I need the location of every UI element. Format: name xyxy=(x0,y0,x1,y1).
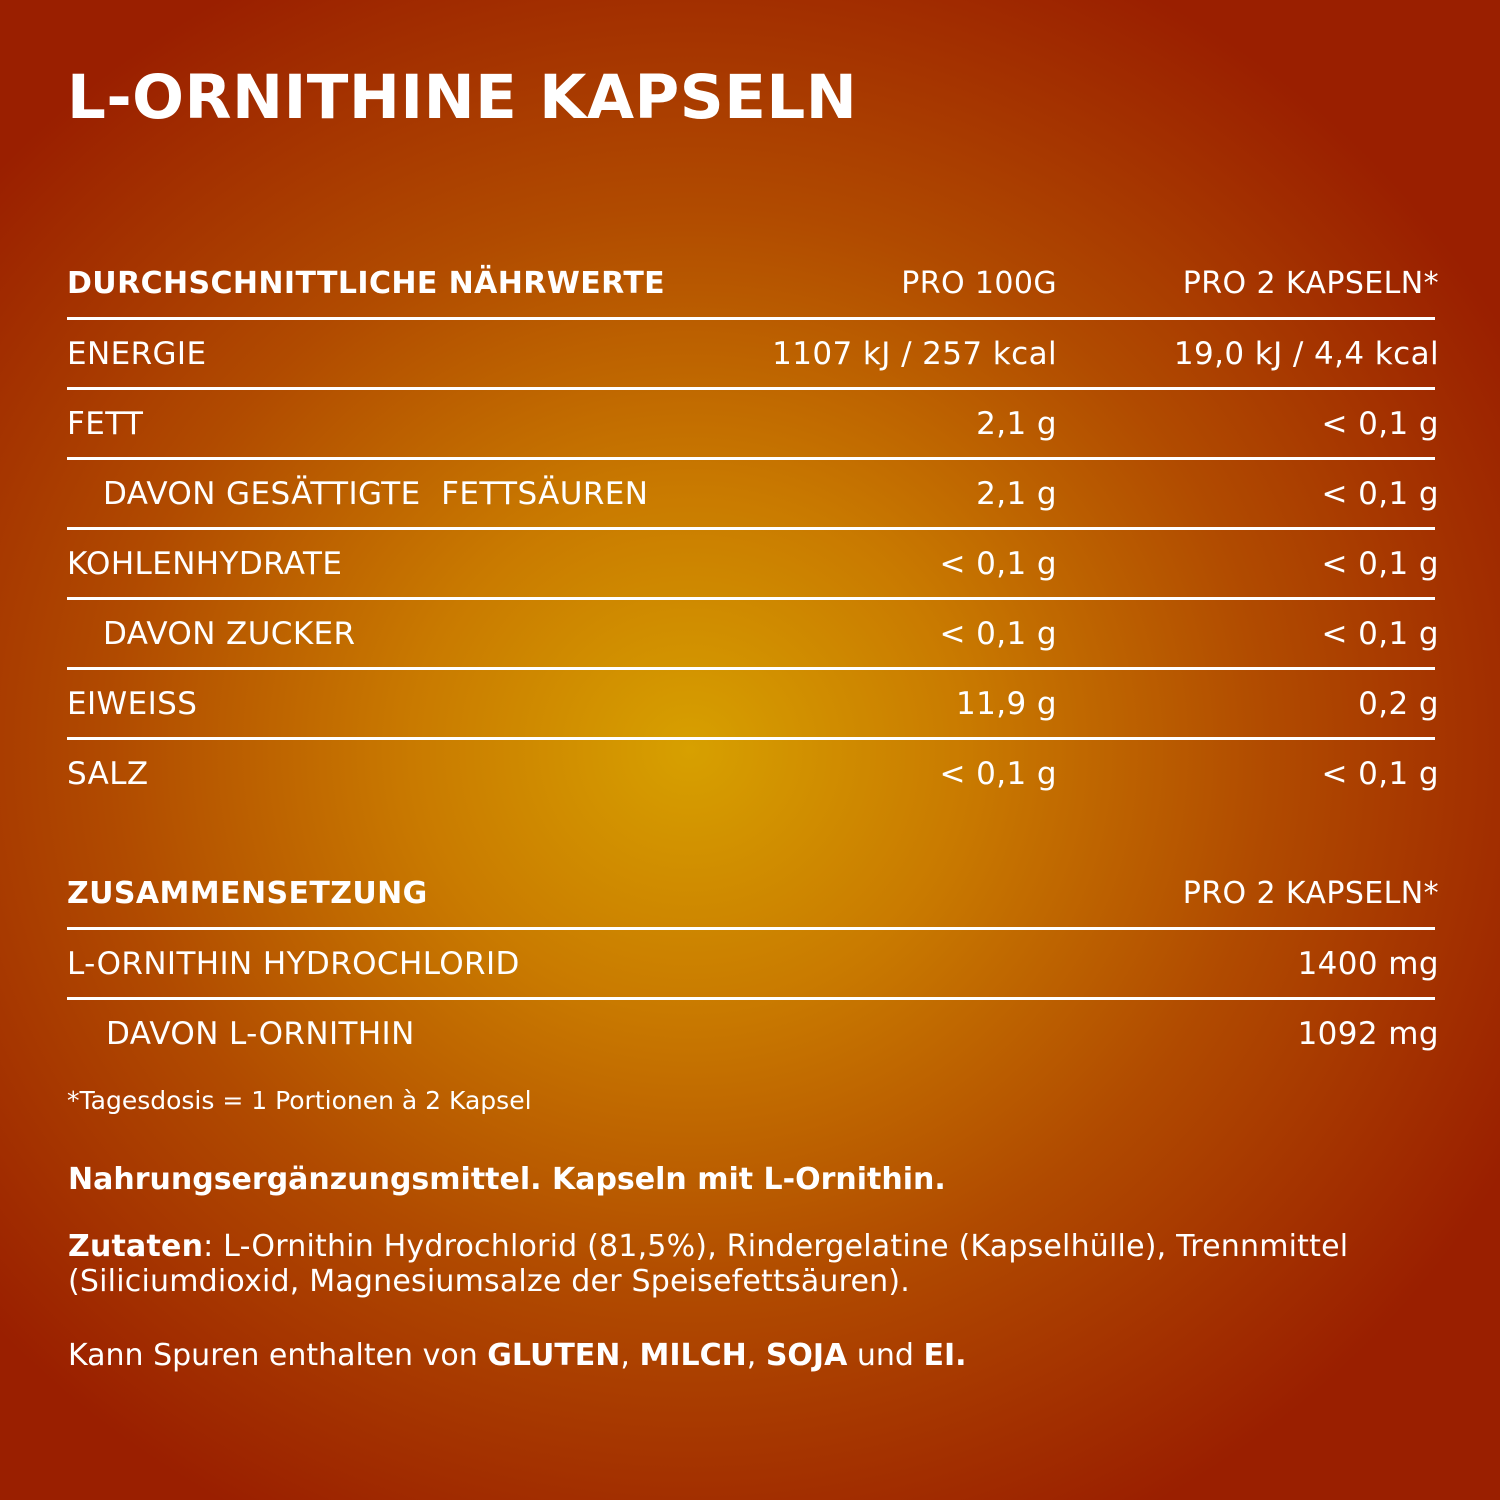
product-title: L-ORNITHINE KAPSELN xyxy=(67,62,858,133)
nutrition-row-energie xyxy=(67,320,1439,390)
nutrient-value-per2: < 0,1 g xyxy=(1321,616,1439,652)
nutrition-row-eiweiss xyxy=(67,670,1439,740)
ingredients-list: : L-Ornithin Hydrochlorid (81,5%), Rindergelatine (Kapselhülle), Trennmittel (Siliciumdioxid, Magnesiumsalze der Speisefettsäuren). xyxy=(68,1229,1349,1299)
nutrient-value-per2: 19,0 kJ / 4,4 kcal xyxy=(1173,336,1439,372)
nutrient-value-per100: 2,1 g xyxy=(976,406,1057,442)
nutrient-value-per100: < 0,1 g xyxy=(939,546,1057,582)
nutrient-value-per100: 1107 kJ / 257 kcal xyxy=(772,336,1057,372)
nutrient-label: SALZ xyxy=(67,756,149,792)
composition-label: L-ORNITHIN HYDROCHLORID xyxy=(67,946,520,982)
nutrition-row-gesaettigte-fettsaeuren xyxy=(67,460,1439,530)
nutrition-row-zucker xyxy=(67,600,1439,670)
traces-separator: , xyxy=(746,1338,766,1373)
nutrition-table-header xyxy=(67,250,1439,320)
nutrition-header-label: DURCHSCHNITTLICHE NÄHRWERTE xyxy=(67,266,666,301)
nutrient-value-per100: 11,9 g xyxy=(956,686,1057,722)
nutrient-value-per2: < 0,1 g xyxy=(1321,546,1439,582)
traces-prefix: Kann Spuren enthalten von xyxy=(68,1338,488,1373)
traces-conjunction: und xyxy=(847,1338,924,1373)
composition-row-l-ornithin xyxy=(67,1000,1439,1070)
nutrient-value-per2: < 0,1 g xyxy=(1321,756,1439,792)
composition-header-per2: PRO 2 KAPSELN* xyxy=(1182,876,1439,911)
nutrient-label: ENERGIE xyxy=(67,336,207,372)
allergen-soja: SOJA xyxy=(765,1338,848,1373)
nutrition-row-fett xyxy=(67,390,1439,460)
nutrient-value-per100: < 0,1 g xyxy=(939,616,1057,652)
allergen-traces xyxy=(68,1334,967,1378)
allergen-milch: MILCH xyxy=(639,1338,747,1373)
ingredients-text xyxy=(68,1229,1448,1299)
daily-dose-footnote: *Tagesdosis = 1 Portionen à 2 Kapsel xyxy=(67,1086,532,1115)
ingredients-label: Zutaten xyxy=(68,1229,204,1264)
nutrient-label: EIWEISS xyxy=(67,686,198,722)
composition-value-per2: 1400 mg xyxy=(1297,946,1439,982)
product-description: Nahrungsergänzungsmittel. Kapseln mit L-Ornithin. xyxy=(68,1162,946,1197)
nutrient-value-per2: 0,2 g xyxy=(1358,686,1439,722)
nutrient-label: KOHLENHYDRATE xyxy=(67,546,343,582)
composition-table xyxy=(67,860,1439,1070)
allergen-ei: EI. xyxy=(923,1338,967,1373)
composition-table-header xyxy=(67,860,1439,930)
nutrient-value-per100: < 0,1 g xyxy=(939,756,1057,792)
traces-separator: , xyxy=(620,1338,640,1373)
nutrition-header-per100: PRO 100G xyxy=(901,266,1057,301)
composition-header-label: ZUSAMMENSETZUNG xyxy=(67,876,428,911)
nutrition-row-salz xyxy=(67,740,1439,810)
nutrient-label: DAVON ZUCKER xyxy=(103,616,356,652)
allergen-gluten: GLUTEN xyxy=(487,1338,621,1373)
nutrient-label: FETT xyxy=(67,406,144,442)
composition-row-hydrochlorid xyxy=(67,930,1439,1000)
nutrition-header-per2: PRO 2 KAPSELN* xyxy=(1182,266,1439,301)
nutrient-value-per2: < 0,1 g xyxy=(1321,406,1439,442)
nutrient-value-per2: < 0,1 g xyxy=(1321,476,1439,512)
composition-label: DAVON L-ORNITHIN xyxy=(106,1016,415,1052)
composition-value-per2: 1092 mg xyxy=(1297,1016,1439,1052)
nutrition-table xyxy=(67,250,1439,810)
nutrition-row-kohlenhydrate xyxy=(67,530,1439,600)
nutrient-label: DAVON GESÄTTIGTE FETTSÄUREN xyxy=(103,476,649,512)
nutrient-value-per100: 2,1 g xyxy=(976,476,1057,512)
